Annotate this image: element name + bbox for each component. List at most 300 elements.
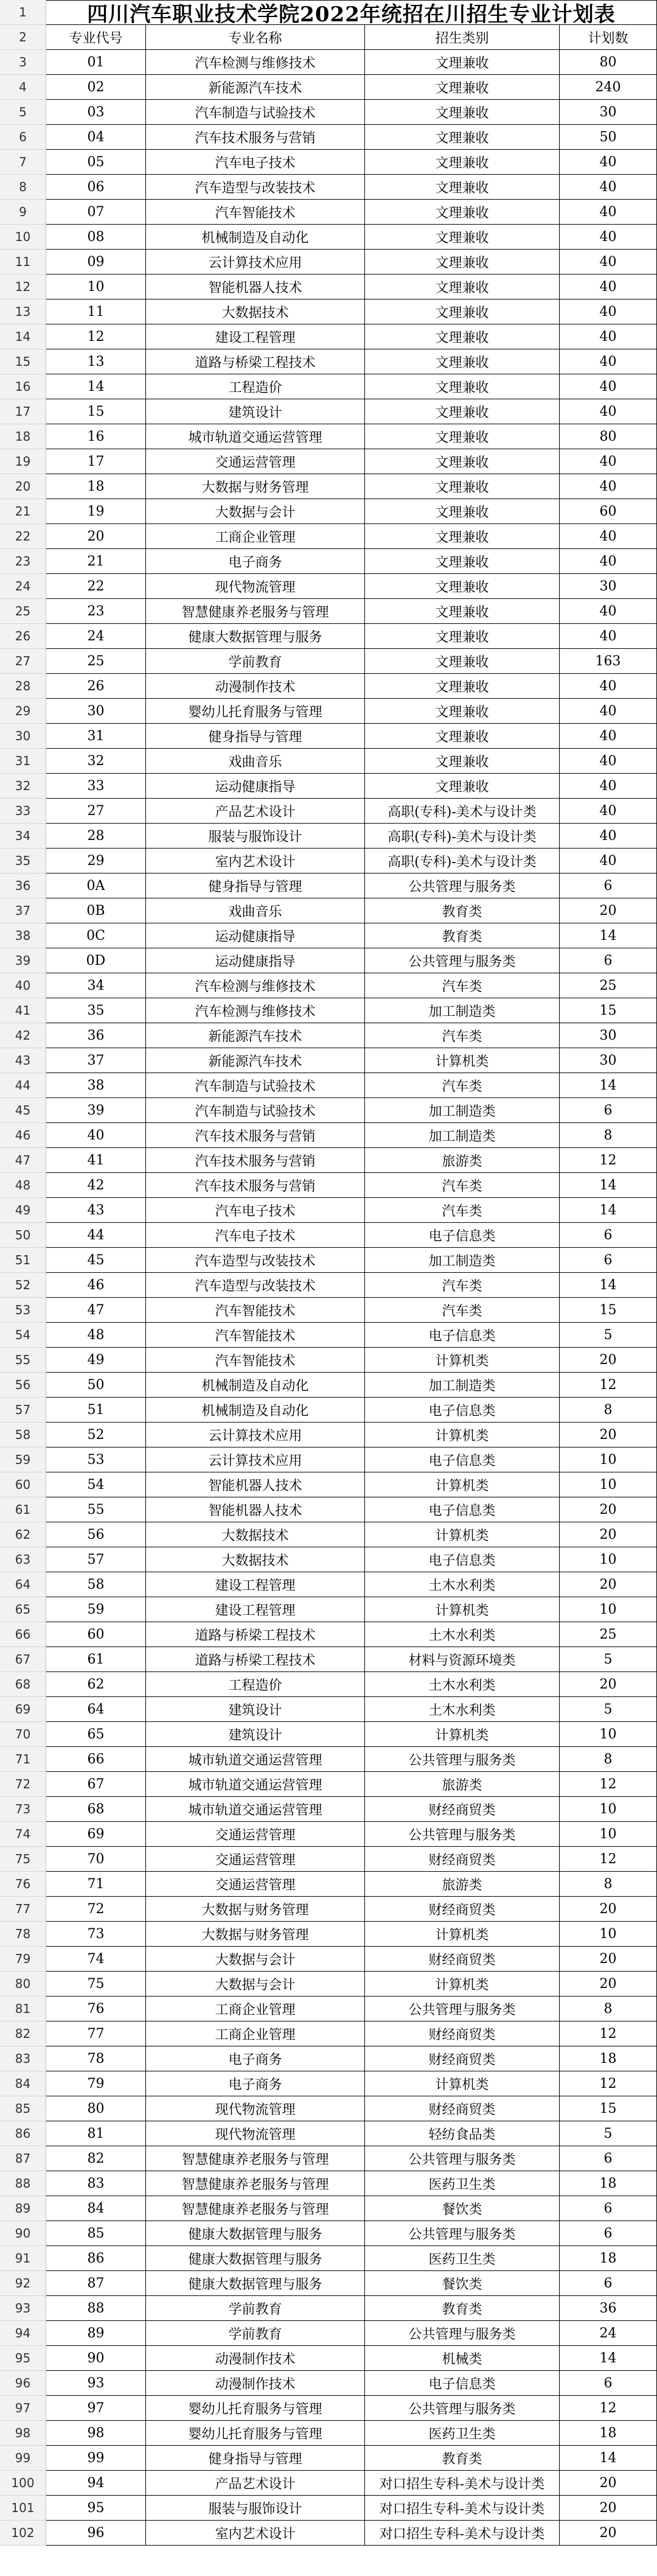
admission-category[interactable]: 轻纺食品类 xyxy=(365,2121,560,2146)
admission-category[interactable]: 公共管理与服务类 xyxy=(365,1822,560,1847)
plan-count[interactable]: 40 xyxy=(560,399,657,424)
admission-category[interactable]: 高职(专科)-美术与设计类 xyxy=(365,824,560,849)
admission-category[interactable]: 文理兼收 xyxy=(365,549,560,574)
row-number[interactable]: 82 xyxy=(0,2021,46,2046)
plan-count[interactable]: 6 xyxy=(560,2371,657,2396)
row-number[interactable]: 85 xyxy=(0,2096,46,2121)
row-number[interactable]: 15 xyxy=(0,349,46,374)
major-code[interactable]: 06 xyxy=(46,175,146,200)
major-name[interactable]: 产品艺术设计 xyxy=(146,799,365,824)
admission-category[interactable]: 电子信息类 xyxy=(365,1547,560,1572)
major-name[interactable]: 大数据与财务管理 xyxy=(146,1897,365,1922)
admission-category[interactable]: 计算机类 xyxy=(365,1722,560,1747)
row-number[interactable]: 61 xyxy=(0,1497,46,1522)
plan-count[interactable]: 40 xyxy=(560,849,657,873)
major-code[interactable]: 0C xyxy=(46,923,146,948)
plan-count[interactable]: 6 xyxy=(560,2196,657,2221)
row-number[interactable]: 45 xyxy=(0,1098,46,1123)
plan-count[interactable]: 40 xyxy=(560,799,657,824)
row-number[interactable]: 91 xyxy=(0,2246,46,2271)
row-number[interactable]: 92 xyxy=(0,2271,46,2296)
admission-category[interactable]: 文理兼收 xyxy=(365,75,560,100)
major-code[interactable]: 15 xyxy=(46,399,146,424)
major-name[interactable]: 动漫制作技术 xyxy=(146,674,365,699)
major-name[interactable]: 城市轨道交通运营管理 xyxy=(146,1747,365,1772)
row-number[interactable]: 17 xyxy=(0,399,46,424)
plan-count[interactable]: 6 xyxy=(560,1248,657,1273)
admission-category[interactable]: 文理兼收 xyxy=(365,275,560,299)
row-number[interactable]: 51 xyxy=(0,1248,46,1273)
row-number[interactable]: 64 xyxy=(0,1572,46,1597)
major-name[interactable]: 交通运营管理 xyxy=(146,1847,365,1872)
plan-count[interactable]: 14 xyxy=(560,923,657,948)
plan-count[interactable]: 40 xyxy=(560,699,657,724)
major-code[interactable]: 57 xyxy=(46,1547,146,1572)
admission-category[interactable]: 旅游类 xyxy=(365,1872,560,1897)
plan-count[interactable]: 40 xyxy=(560,250,657,275)
major-name[interactable]: 婴幼儿托育服务与管理 xyxy=(146,2396,365,2421)
row-number[interactable]: 99 xyxy=(0,2446,46,2471)
row-number[interactable]: 77 xyxy=(0,1897,46,1922)
major-code[interactable]: 77 xyxy=(46,2021,146,2046)
admission-category[interactable]: 电子信息类 xyxy=(365,2371,560,2396)
admission-category[interactable]: 教育类 xyxy=(365,2446,560,2471)
major-code[interactable]: 84 xyxy=(46,2196,146,2221)
major-code[interactable]: 08 xyxy=(46,225,146,250)
major-code[interactable]: 11 xyxy=(46,299,146,324)
major-name[interactable]: 汽车技术服务与营销 xyxy=(146,1173,365,1198)
major-code[interactable]: 02 xyxy=(46,75,146,100)
major-code[interactable]: 28 xyxy=(46,824,146,849)
major-code[interactable]: 0B xyxy=(46,898,146,923)
major-name[interactable]: 运动健康指导 xyxy=(146,948,365,973)
major-code[interactable]: 29 xyxy=(46,849,146,873)
row-number[interactable]: 8 xyxy=(0,175,46,200)
major-name[interactable]: 工商企业管理 xyxy=(146,524,365,549)
admission-category[interactable]: 文理兼收 xyxy=(365,524,560,549)
major-name[interactable]: 汽车技术服务与营销 xyxy=(146,125,365,150)
admission-category[interactable]: 加工制造类 xyxy=(365,1123,560,1148)
admission-category[interactable]: 教育类 xyxy=(365,923,560,948)
major-code[interactable]: 21 xyxy=(46,549,146,574)
row-number[interactable]: 95 xyxy=(0,2346,46,2371)
major-code[interactable]: 0A xyxy=(46,873,146,898)
admission-category[interactable]: 旅游类 xyxy=(365,1148,560,1173)
row-number[interactable]: 78 xyxy=(0,1922,46,1947)
major-name[interactable]: 汽车技术服务与营销 xyxy=(146,1123,365,1148)
major-code[interactable]: 94 xyxy=(46,2471,146,2496)
plan-count[interactable]: 14 xyxy=(560,1173,657,1198)
major-name[interactable]: 汽车智能技术 xyxy=(146,1323,365,1348)
major-name[interactable]: 云计算技术应用 xyxy=(146,1423,365,1447)
plan-count[interactable]: 40 xyxy=(560,175,657,200)
admission-category[interactable]: 计算机类 xyxy=(365,1048,560,1073)
row-number[interactable]: 6 xyxy=(0,125,46,150)
plan-count[interactable]: 6 xyxy=(560,948,657,973)
row-number[interactable]: 12 xyxy=(0,275,46,299)
major-name[interactable]: 建筑设计 xyxy=(146,1697,365,1722)
row-number[interactable]: 42 xyxy=(0,1023,46,1048)
plan-count[interactable]: 14 xyxy=(560,1273,657,1298)
major-name[interactable]: 建筑设计 xyxy=(146,399,365,424)
admission-category[interactable]: 电子信息类 xyxy=(365,1497,560,1522)
row-number[interactable]: 58 xyxy=(0,1423,46,1447)
row-number[interactable]: 87 xyxy=(0,2146,46,2171)
plan-count[interactable]: 30 xyxy=(560,1023,657,1048)
major-code[interactable]: 47 xyxy=(46,1298,146,1323)
row-number[interactable]: 35 xyxy=(0,849,46,873)
admission-category[interactable]: 文理兼收 xyxy=(365,574,560,599)
plan-count[interactable]: 40 xyxy=(560,474,657,499)
admission-category[interactable]: 对口招生专科-美术与设计类 xyxy=(365,2471,560,2496)
major-code[interactable]: 51 xyxy=(46,1398,146,1423)
major-name[interactable]: 大数据与财务管理 xyxy=(146,474,365,499)
major-name[interactable]: 汽车造型与改装技术 xyxy=(146,175,365,200)
major-name[interactable]: 电子商务 xyxy=(146,2071,365,2096)
major-code[interactable]: 17 xyxy=(46,449,146,474)
plan-count[interactable]: 40 xyxy=(560,524,657,549)
major-code[interactable]: 96 xyxy=(46,2521,146,2546)
admission-category[interactable]: 医药卫生类 xyxy=(365,2246,560,2271)
major-name[interactable]: 汽车制造与试验技术 xyxy=(146,100,365,125)
plan-count[interactable]: 10 xyxy=(560,1822,657,1847)
major-name[interactable]: 汽车智能技术 xyxy=(146,1348,365,1373)
admission-category[interactable]: 文理兼收 xyxy=(365,299,560,324)
admission-category[interactable]: 财经商贸类 xyxy=(365,1847,560,1872)
major-code[interactable]: 45 xyxy=(46,1248,146,1273)
row-number[interactable]: 41 xyxy=(0,998,46,1023)
major-code[interactable]: 75 xyxy=(46,1972,146,1997)
plan-count[interactable]: 10 xyxy=(560,1597,657,1622)
major-name[interactable]: 婴幼儿托育服务与管理 xyxy=(146,2421,365,2446)
plan-count[interactable]: 15 xyxy=(560,1298,657,1323)
admission-category[interactable]: 文理兼收 xyxy=(365,499,560,524)
plan-count[interactable]: 10 xyxy=(560,1547,657,1572)
plan-count[interactable]: 30 xyxy=(560,1048,657,1073)
major-name[interactable]: 汽车造型与改装技术 xyxy=(146,1273,365,1298)
row-number[interactable]: 28 xyxy=(0,674,46,699)
row-number[interactable]: 56 xyxy=(0,1373,46,1398)
major-name[interactable]: 汽车电子技术 xyxy=(146,1198,365,1223)
plan-count[interactable]: 80 xyxy=(560,50,657,75)
major-name[interactable]: 智慧健康养老服务与管理 xyxy=(146,2196,365,2221)
row-number[interactable]: 66 xyxy=(0,1622,46,1647)
plan-count[interactable]: 20 xyxy=(560,1497,657,1522)
row-number[interactable]: 72 xyxy=(0,1772,46,1797)
plan-count[interactable]: 10 xyxy=(560,1472,657,1497)
admission-category[interactable]: 电子信息类 xyxy=(365,1223,560,1248)
plan-count[interactable]: 12 xyxy=(560,1373,657,1398)
major-name[interactable]: 工商企业管理 xyxy=(146,2021,365,2046)
row-number[interactable]: 88 xyxy=(0,2171,46,2196)
admission-category[interactable]: 文理兼收 xyxy=(365,674,560,699)
major-name[interactable]: 智能机器人技术 xyxy=(146,275,365,299)
row-number[interactable]: 37 xyxy=(0,898,46,923)
major-name[interactable]: 建设工程管理 xyxy=(146,1597,365,1622)
row-number[interactable]: 90 xyxy=(0,2221,46,2246)
admission-category[interactable]: 汽车类 xyxy=(365,1198,560,1223)
admission-category[interactable]: 电子信息类 xyxy=(365,1447,560,1472)
admission-category[interactable]: 教育类 xyxy=(365,2296,560,2321)
plan-count[interactable]: 6 xyxy=(560,2271,657,2296)
row-number[interactable]: 20 xyxy=(0,474,46,499)
row-number[interactable]: 16 xyxy=(0,374,46,399)
plan-count[interactable]: 18 xyxy=(560,2421,657,2446)
plan-count[interactable]: 12 xyxy=(560,2071,657,2096)
major-code[interactable]: 62 xyxy=(46,1672,146,1697)
major-code[interactable]: 27 xyxy=(46,799,146,824)
admission-category[interactable]: 文理兼收 xyxy=(365,349,560,374)
major-code[interactable]: 04 xyxy=(46,125,146,150)
row-number[interactable]: 21 xyxy=(0,499,46,524)
admission-category[interactable]: 文理兼收 xyxy=(365,774,560,799)
major-code[interactable]: 26 xyxy=(46,674,146,699)
admission-category[interactable]: 医药卫生类 xyxy=(365,2171,560,2196)
admission-category[interactable]: 文理兼收 xyxy=(365,424,560,449)
major-name[interactable]: 大数据与财务管理 xyxy=(146,1922,365,1947)
major-code[interactable]: 39 xyxy=(46,1098,146,1123)
row-number[interactable]: 13 xyxy=(0,299,46,324)
admission-category[interactable]: 文理兼收 xyxy=(365,624,560,649)
major-name[interactable]: 城市轨道交通运营管理 xyxy=(146,424,365,449)
admission-category[interactable]: 文理兼收 xyxy=(365,250,560,275)
row-number[interactable]: 48 xyxy=(0,1173,46,1198)
admission-category[interactable]: 汽车类 xyxy=(365,1173,560,1198)
major-code[interactable]: 50 xyxy=(46,1373,146,1398)
admission-category[interactable]: 公共管理与服务类 xyxy=(365,1747,560,1772)
major-code[interactable]: 25 xyxy=(46,649,146,674)
plan-count[interactable]: 20 xyxy=(560,898,657,923)
plan-count[interactable]: 6 xyxy=(560,873,657,898)
plan-count[interactable]: 18 xyxy=(560,2246,657,2271)
plan-count[interactable]: 80 xyxy=(560,424,657,449)
major-code[interactable]: 43 xyxy=(46,1198,146,1223)
admission-category[interactable]: 汽车类 xyxy=(365,1273,560,1298)
major-code[interactable]: 42 xyxy=(46,1173,146,1198)
major-name[interactable]: 新能源汽车技术 xyxy=(146,1023,365,1048)
plan-count[interactable]: 6 xyxy=(560,1223,657,1248)
admission-category[interactable]: 加工制造类 xyxy=(365,1098,560,1123)
major-code[interactable]: 58 xyxy=(46,1572,146,1597)
plan-count[interactable]: 18 xyxy=(560,2171,657,2196)
admission-category[interactable]: 计算机类 xyxy=(365,1597,560,1622)
admission-category[interactable]: 文理兼收 xyxy=(365,724,560,749)
major-code[interactable]: 34 xyxy=(46,973,146,998)
admission-category[interactable]: 计算机类 xyxy=(365,1348,560,1373)
plan-count[interactable]: 20 xyxy=(560,1348,657,1373)
major-name[interactable]: 云计算技术应用 xyxy=(146,1447,365,1472)
plan-count[interactable]: 14 xyxy=(560,2446,657,2471)
admission-category[interactable]: 教育类 xyxy=(365,898,560,923)
major-name[interactable]: 大数据技术 xyxy=(146,299,365,324)
major-name[interactable]: 交通运营管理 xyxy=(146,449,365,474)
plan-count[interactable]: 10 xyxy=(560,1797,657,1822)
plan-count[interactable]: 15 xyxy=(560,2096,657,2121)
admission-category[interactable]: 文理兼收 xyxy=(365,200,560,225)
major-code[interactable]: 98 xyxy=(46,2421,146,2446)
row-number[interactable]: 59 xyxy=(0,1447,46,1472)
major-code[interactable]: 30 xyxy=(46,699,146,724)
plan-count[interactable]: 40 xyxy=(560,150,657,175)
major-code[interactable]: 73 xyxy=(46,1922,146,1947)
plan-count[interactable]: 5 xyxy=(560,1697,657,1722)
major-name[interactable]: 汽车电子技术 xyxy=(146,1223,365,1248)
major-code[interactable]: 79 xyxy=(46,2071,146,2096)
plan-count[interactable]: 40 xyxy=(560,774,657,799)
major-name[interactable]: 城市轨道交通运营管理 xyxy=(146,1772,365,1797)
admission-category[interactable]: 文理兼收 xyxy=(365,699,560,724)
row-number[interactable]: 73 xyxy=(0,1797,46,1822)
plan-count[interactable]: 25 xyxy=(560,973,657,998)
major-name[interactable]: 大数据与会计 xyxy=(146,1947,365,1972)
row-number[interactable]: 76 xyxy=(0,1872,46,1897)
row-number[interactable]: 79 xyxy=(0,1947,46,1972)
major-name[interactable]: 道路与桥梁工程技术 xyxy=(146,1622,365,1647)
row-number[interactable]: 2 xyxy=(0,25,46,50)
major-code[interactable]: 0D xyxy=(46,948,146,973)
major-code[interactable]: 38 xyxy=(46,1073,146,1098)
major-name[interactable]: 机械制造及自动化 xyxy=(146,1398,365,1423)
row-number[interactable]: 71 xyxy=(0,1747,46,1772)
major-code[interactable]: 68 xyxy=(46,1797,146,1822)
major-code[interactable]: 31 xyxy=(46,724,146,749)
major-name[interactable]: 汽车造型与改装技术 xyxy=(146,1248,365,1273)
row-number[interactable]: 40 xyxy=(0,973,46,998)
plan-count[interactable]: 40 xyxy=(560,374,657,399)
row-number[interactable]: 22 xyxy=(0,524,46,549)
major-code[interactable]: 54 xyxy=(46,1472,146,1497)
major-code[interactable]: 72 xyxy=(46,1897,146,1922)
admission-category[interactable]: 对口招生专科-美术与设计类 xyxy=(365,2496,560,2521)
major-name[interactable]: 交通运营管理 xyxy=(146,1822,365,1847)
major-code[interactable]: 49 xyxy=(46,1348,146,1373)
major-code[interactable]: 33 xyxy=(46,774,146,799)
plan-count[interactable]: 20 xyxy=(560,2521,657,2546)
major-code[interactable]: 48 xyxy=(46,1323,146,1348)
major-name[interactable]: 新能源汽车技术 xyxy=(146,75,365,100)
major-code[interactable]: 86 xyxy=(46,2246,146,2271)
major-code[interactable]: 81 xyxy=(46,2121,146,2146)
plan-count[interactable]: 24 xyxy=(560,2321,657,2346)
plan-count[interactable]: 6 xyxy=(560,1098,657,1123)
plan-count[interactable]: 12 xyxy=(560,2396,657,2421)
major-name[interactable]: 工程造价 xyxy=(146,1672,365,1697)
major-name[interactable]: 城市轨道交通运营管理 xyxy=(146,1797,365,1822)
plan-count[interactable]: 40 xyxy=(560,225,657,250)
admission-category[interactable]: 文理兼收 xyxy=(365,749,560,774)
major-code[interactable]: 07 xyxy=(46,200,146,225)
plan-count[interactable]: 40 xyxy=(560,299,657,324)
admission-category[interactable]: 医药卫生类 xyxy=(365,2421,560,2446)
major-code[interactable]: 09 xyxy=(46,250,146,275)
admission-category[interactable]: 电子信息类 xyxy=(365,1398,560,1423)
plan-count[interactable]: 14 xyxy=(560,1073,657,1098)
plan-count[interactable]: 8 xyxy=(560,1872,657,1897)
major-code[interactable]: 01 xyxy=(46,50,146,75)
admission-category[interactable]: 餐饮类 xyxy=(365,2271,560,2296)
major-name[interactable]: 学前教育 xyxy=(146,649,365,674)
admission-category[interactable]: 财经商贸类 xyxy=(365,1797,560,1822)
major-code[interactable]: 19 xyxy=(46,499,146,524)
plan-count[interactable]: 30 xyxy=(560,100,657,125)
row-number[interactable]: 57 xyxy=(0,1398,46,1423)
row-number[interactable]: 1 xyxy=(0,0,46,25)
row-number[interactable]: 39 xyxy=(0,948,46,973)
admission-category[interactable]: 文理兼收 xyxy=(365,474,560,499)
major-name[interactable]: 现代物流管理 xyxy=(146,574,365,599)
row-number[interactable]: 49 xyxy=(0,1198,46,1223)
major-name[interactable]: 婴幼儿托育服务与管理 xyxy=(146,699,365,724)
major-name[interactable]: 动漫制作技术 xyxy=(146,2371,365,2396)
major-name[interactable]: 健康大数据管理与服务 xyxy=(146,624,365,649)
row-number[interactable]: 25 xyxy=(0,599,46,624)
major-code[interactable]: 32 xyxy=(46,749,146,774)
major-code[interactable]: 40 xyxy=(46,1123,146,1148)
major-code[interactable]: 89 xyxy=(46,2321,146,2346)
plan-count[interactable]: 10 xyxy=(560,1922,657,1947)
row-number[interactable]: 10 xyxy=(0,225,46,250)
major-code[interactable]: 99 xyxy=(46,2446,146,2471)
row-number[interactable]: 14 xyxy=(0,324,46,349)
admission-category[interactable]: 餐饮类 xyxy=(365,2196,560,2221)
admission-category[interactable]: 文理兼收 xyxy=(365,374,560,399)
plan-count[interactable]: 8 xyxy=(560,1123,657,1148)
admission-category[interactable]: 文理兼收 xyxy=(365,225,560,250)
major-code[interactable]: 10 xyxy=(46,275,146,299)
admission-category[interactable]: 公共管理与服务类 xyxy=(365,2321,560,2346)
row-number[interactable]: 9 xyxy=(0,200,46,225)
admission-category[interactable]: 汽车类 xyxy=(365,1298,560,1323)
admission-category[interactable]: 文理兼收 xyxy=(365,100,560,125)
row-number[interactable]: 38 xyxy=(0,923,46,948)
row-number[interactable]: 34 xyxy=(0,824,46,849)
major-name[interactable]: 建设工程管理 xyxy=(146,324,365,349)
admission-category[interactable]: 公共管理与服务类 xyxy=(365,2396,560,2421)
major-code[interactable]: 65 xyxy=(46,1722,146,1747)
major-name[interactable]: 电子商务 xyxy=(146,549,365,574)
major-code[interactable]: 61 xyxy=(46,1647,146,1672)
plan-count[interactable]: 20 xyxy=(560,2496,657,2521)
major-code[interactable]: 46 xyxy=(46,1273,146,1298)
plan-count[interactable]: 12 xyxy=(560,1148,657,1173)
plan-count[interactable]: 12 xyxy=(560,1772,657,1797)
major-code[interactable]: 82 xyxy=(46,2146,146,2171)
plan-count[interactable]: 36 xyxy=(560,2296,657,2321)
major-name[interactable]: 智慧健康养老服务与管理 xyxy=(146,2146,365,2171)
admission-category[interactable]: 财经商贸类 xyxy=(365,1897,560,1922)
major-code[interactable]: 56 xyxy=(46,1522,146,1547)
major-code[interactable]: 53 xyxy=(46,1447,146,1472)
plan-count[interactable]: 15 xyxy=(560,998,657,1023)
plan-count[interactable]: 20 xyxy=(560,2471,657,2496)
admission-category[interactable]: 对口招生专科-美术与设计类 xyxy=(365,2521,560,2546)
major-name[interactable]: 运动健康指导 xyxy=(146,774,365,799)
admission-category[interactable]: 机械类 xyxy=(365,2346,560,2371)
plan-count[interactable]: 40 xyxy=(560,749,657,774)
major-name[interactable]: 健康大数据管理与服务 xyxy=(146,2221,365,2246)
row-number[interactable]: 60 xyxy=(0,1472,46,1497)
major-name[interactable]: 健身指导与管理 xyxy=(146,873,365,898)
plan-count[interactable]: 20 xyxy=(560,1672,657,1697)
plan-count[interactable]: 6 xyxy=(560,2221,657,2246)
plan-count[interactable]: 163 xyxy=(560,649,657,674)
admission-category[interactable]: 文理兼收 xyxy=(365,50,560,75)
major-code[interactable]: 41 xyxy=(46,1148,146,1173)
plan-count[interactable]: 40 xyxy=(560,275,657,299)
major-code[interactable]: 20 xyxy=(46,524,146,549)
row-number[interactable]: 101 xyxy=(0,2496,46,2521)
plan-count[interactable]: 40 xyxy=(560,724,657,749)
